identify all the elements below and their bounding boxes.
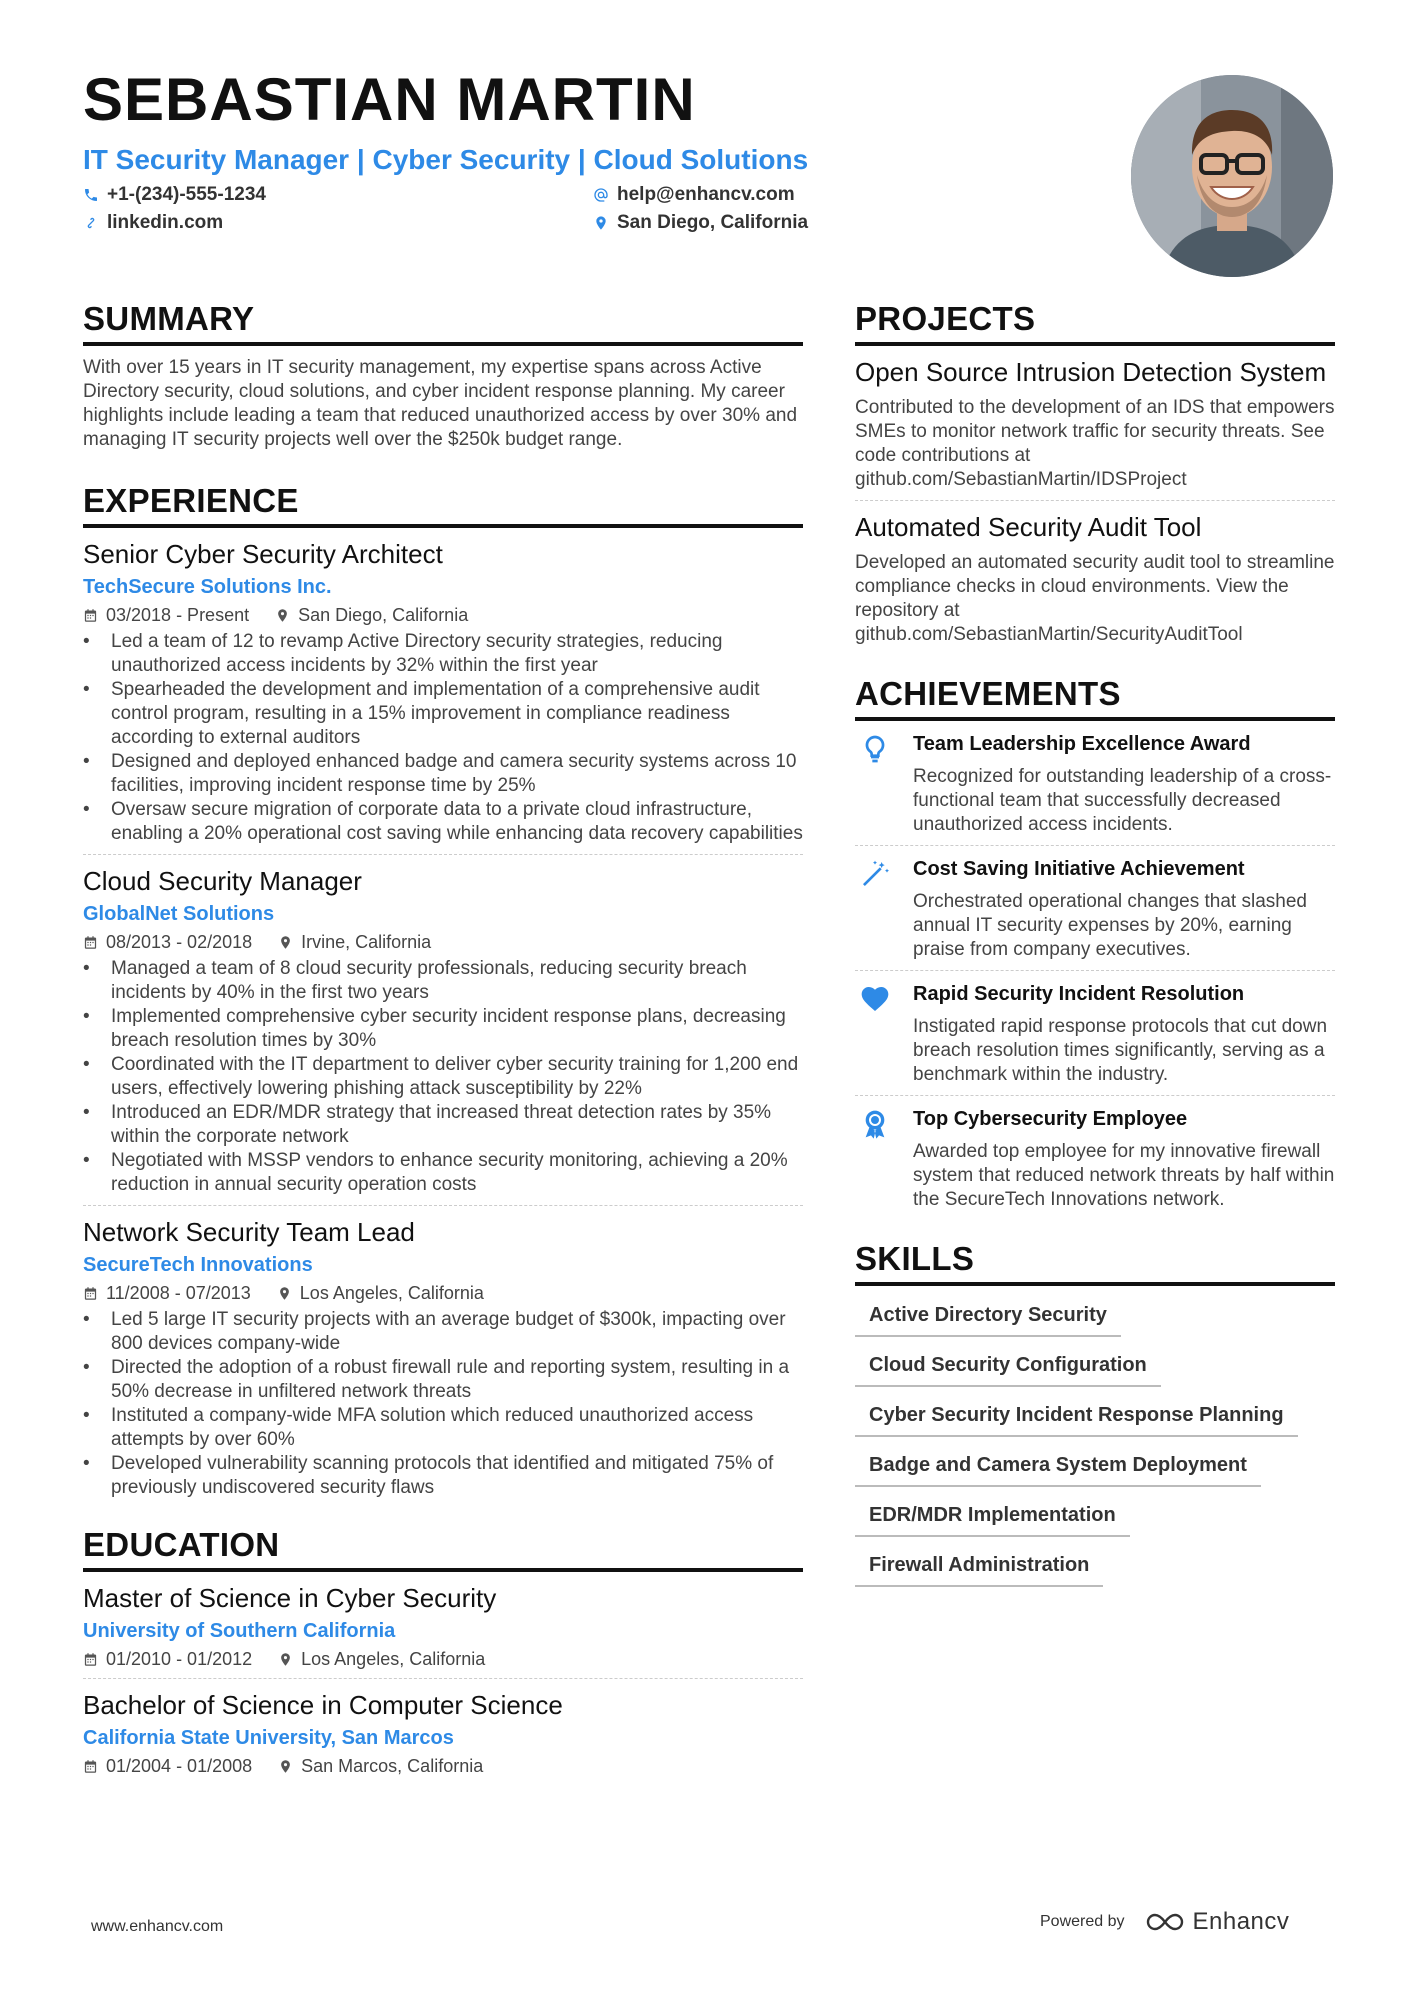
project-title: Open Source Intrusion Detection System (855, 357, 1327, 387)
achievement-description: Instigated rapid response protocols that cut down breach resolution times significantly, serving as a benchmark within the industry. (913, 1016, 1328, 1085)
section-title-achievements: ACHIEVEMENTS (855, 675, 1335, 721)
bullet-item: • Managed a team of 8 cloud security professionals, reducing security breach incidents by 40% in the first two years (83, 957, 803, 1005)
candidate-name: SEBASTIAN MARTIN (83, 66, 696, 133)
degree-title: Master of Science in Cyber Security (83, 1583, 497, 1613)
job-meta (83, 932, 803, 953)
right-column (855, 300, 1335, 1604)
at-sign-icon (593, 187, 609, 203)
divider (855, 845, 1335, 846)
job-meta (83, 605, 803, 626)
bullet-item: • Coordinated with the IT department to deliver cyber security training for 1,200 end users, effectively lowering phishing attack susceptibility by 22% (83, 1053, 803, 1101)
job-title: Cloud Security Manager (83, 866, 362, 896)
company-name: SecureTech Innovations (83, 1254, 313, 1276)
education-dates: 01/2010 - 01/2012 (106, 1649, 253, 1669)
footer-branding (1040, 1908, 1289, 1936)
headline: IT Security Manager | Cyber Security | Cloud Solutions (83, 144, 809, 175)
job-title: Senior Cyber Security Architect (83, 539, 443, 569)
location-pin-icon (593, 215, 609, 231)
linkedin-text: linkedin.com (107, 212, 224, 233)
education-entry (83, 1582, 803, 1670)
enhancv-logo-icon (1145, 1911, 1185, 1933)
project-description: Contributed to the development of an IDS that empowers SMEs to monitor network traffic for security threats. See code contributions at github.com/SebastianMartin/IDSProject (855, 397, 1335, 490)
bullet-item: • Negotiated with MSSP vendors to enhance security monitoring, achieving a 20% reduction in annual security operation costs (83, 1149, 803, 1197)
divider (855, 1095, 1335, 1096)
achievement-title: Team Leadership Excellence Award (913, 733, 1251, 755)
bullet-item: • Directed the adoption of a robust firewall rule and reporting system, resulting in a 50% decrease in unfiltered network threats (83, 1356, 803, 1404)
brand-name: Enhancv (1192, 1908, 1290, 1935)
job-meta (83, 1283, 803, 1304)
magic-wand-icon (859, 858, 891, 890)
achievement-description: Awarded top employee for my innovative firewall system that reduced network threats by half within the SecureTech Innovations network. (913, 1141, 1335, 1210)
achievements-section (855, 675, 1335, 1212)
experience-entry (83, 1216, 803, 1500)
divider (83, 1678, 803, 1679)
school-name: California State University, San Marcos (83, 1727, 454, 1749)
calendar-icon (83, 608, 98, 623)
job-bullets (83, 957, 803, 1197)
brand-logo[interactable] (1145, 1908, 1290, 1936)
section-title-skills: SKILLS (855, 1240, 1335, 1286)
divider (83, 1205, 803, 1206)
heart-icon (859, 983, 891, 1015)
skill-tag: Firewall Administration (855, 1554, 1103, 1587)
summary-text: With over 15 years in IT security management, my expertise spans across Active Directory security, cloud solutions, and cyber incident response planning. My career highlights include leading a team that reduced unauthorized access by over 30% and managing IT security projects well over the $250k budget range. (83, 357, 798, 450)
left-column (83, 300, 803, 1777)
bullet-item: • Led 5 large IT security projects with an average budget of $300k, impacting over 800 devices company-wide (83, 1308, 803, 1356)
calendar-icon (83, 1759, 98, 1774)
bullet-item: • Implemented comprehensive cyber security incident response plans, decreasing breach resolution times by 30% (83, 1005, 803, 1053)
job-dates: 08/2013 - 02/2018 (106, 932, 253, 952)
project-entry (855, 356, 1335, 492)
location-pin-icon (278, 1652, 293, 1667)
achievement-title: Cost Saving Initiative Achievement (913, 858, 1245, 880)
email-text: help@enhancv.com (617, 184, 795, 205)
experience-entry (83, 538, 803, 846)
phone-text: +1-(234)-555-1234 (107, 184, 266, 205)
calendar-icon (83, 1286, 98, 1301)
section-title-education: EDUCATION (83, 1526, 803, 1572)
job-dates: 03/2018 - Present (106, 605, 250, 625)
footer-website[interactable]: www.enhancv.com (91, 1918, 224, 1935)
section-title-projects: PROJECTS (855, 300, 1335, 346)
section-title-experience: EXPERIENCE (83, 482, 803, 528)
education-meta (83, 1756, 803, 1777)
degree-title: Bachelor of Science in Computer Science (83, 1690, 563, 1720)
phone-icon (83, 187, 99, 203)
bullet-item: • Developed vulnerability scanning protocols that identified and mitigated 75% of previously undiscovered security flaws (83, 1452, 803, 1500)
achievement-title: Rapid Security Incident Resolution (913, 983, 1245, 1005)
achievement-title: Top Cybersecurity Employee (913, 1108, 1188, 1130)
summary-section (83, 300, 803, 452)
education-section (83, 1526, 803, 1777)
location-pin-icon (275, 608, 290, 623)
location-text: San Diego, California (617, 212, 809, 233)
job-bullets (83, 630, 803, 846)
location-pin-icon (277, 1286, 292, 1301)
divider (83, 854, 803, 855)
education-dates: 01/2004 - 01/2008 (106, 1756, 253, 1776)
achievement-entry (855, 981, 1335, 1087)
experience-section (83, 482, 803, 1500)
education-meta (83, 1649, 803, 1670)
skill-tag: Badge and Camera System Deployment (855, 1454, 1261, 1487)
project-description: Developed an automated security audit tool to streamline compliance checks in cloud environments. View the repository at github.com/SebastianMartin/SecurityAuditTool (855, 552, 1335, 645)
school-name: University of Southern California (83, 1620, 396, 1642)
location-pin-icon (278, 935, 293, 950)
achievement-description: Orchestrated operational changes that slashed annual IT security expenses by 20%, earning praise from company executives. (913, 891, 1307, 960)
powered-by-text: Powered by (1040, 1913, 1125, 1930)
bullet-item: • Led a team of 12 to revamp Active Directory security strategies, reducing unauthorized access incidents by 32% within the first year (83, 630, 803, 678)
education-location: Los Angeles, California (301, 1649, 486, 1669)
skill-tag: Cloud Security Configuration (855, 1354, 1161, 1387)
project-title: Automated Security Audit Tool (855, 512, 1202, 542)
job-dates: 11/2008 - 07/2013 (106, 1283, 251, 1303)
experience-entry (83, 865, 803, 1197)
skill-tag: Active Directory Security (855, 1304, 1121, 1337)
profile-photo (1131, 75, 1333, 277)
job-location: Los Angeles, California (299, 1283, 484, 1303)
projects-section (855, 300, 1335, 647)
skill-tag: EDR/MDR Implementation (855, 1504, 1130, 1537)
company-name: GlobalNet Solutions (83, 903, 275, 925)
contact-linkedin[interactable] (83, 212, 593, 234)
section-title-summary: SUMMARY (83, 300, 803, 346)
lightbulb-icon (859, 733, 891, 765)
skill-tag: Cyber Security Incident Response Planning (855, 1404, 1298, 1437)
skills-list (855, 1304, 1335, 1604)
education-location: San Marcos, California (301, 1756, 484, 1776)
resume-header (83, 66, 1083, 234)
education-entry (83, 1689, 803, 1777)
job-bullets (83, 1308, 803, 1500)
bullet-item: • Instituted a company-wide MFA solution which reduced unauthorized access attempts by over 60% (83, 1404, 803, 1452)
bullet-item: • Oversaw secure migration of corporate data to a private cloud infrastructure, enabling a 20% operational cost saving while enhancing data recovery capabilities (83, 798, 803, 846)
divider (855, 970, 1335, 971)
job-location: Irvine, California (301, 932, 432, 952)
achievement-entry (855, 1106, 1335, 1212)
location-pin-icon (278, 1759, 293, 1774)
contact-phone[interactable] (83, 184, 593, 206)
contact-info (83, 184, 1083, 234)
award-ribbon-icon (859, 1108, 891, 1140)
calendar-icon (83, 935, 98, 950)
bullet-item: • Spearheaded the development and implementation of a comprehensive audit control program, resulting in a 15% improvement in compliance readiness according to external auditors (83, 678, 803, 750)
bullet-item: • Designed and deployed enhanced badge and camera security systems across 10 facilities, improving incident response time by 25% (83, 750, 803, 798)
company-name: TechSecure Solutions Inc. (83, 576, 332, 598)
achievement-entry (855, 731, 1335, 837)
bullet-item: • Introduced an EDR/MDR strategy that increased threat detection rates by 35% within the corporate network (83, 1101, 803, 1149)
link-icon (83, 215, 99, 231)
skills-section (855, 1240, 1335, 1604)
project-entry (855, 511, 1335, 647)
job-title: Network Security Team Lead (83, 1217, 415, 1247)
achievement-description: Recognized for outstanding leadership of a cross-functional team that successfully decreased unauthorized access incidents. (913, 766, 1332, 835)
calendar-icon (83, 1652, 98, 1667)
job-location: San Diego, California (298, 605, 469, 625)
contact-location (593, 212, 893, 234)
contact-email[interactable] (593, 184, 893, 206)
achievement-entry (855, 856, 1335, 962)
divider (855, 500, 1335, 501)
